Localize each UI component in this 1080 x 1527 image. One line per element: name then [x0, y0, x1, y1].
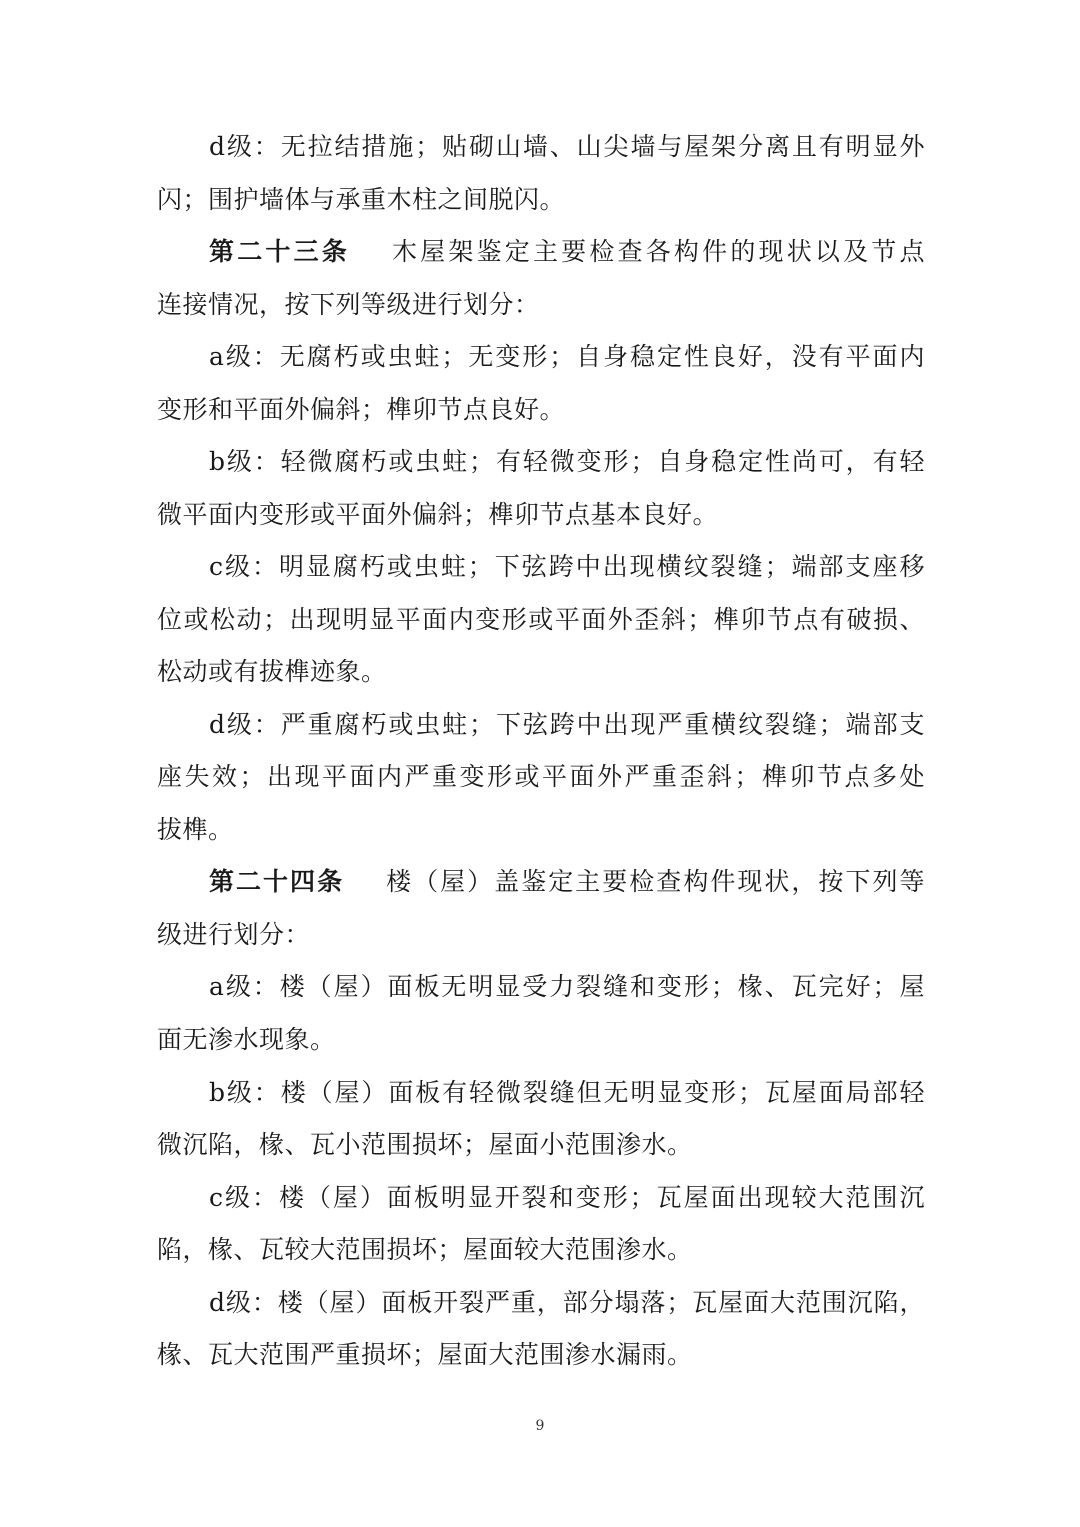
paragraph-line: 座失效；出现平面内严重变形或平面外严重歪斜；榫卯节点多处: [157, 762, 925, 791]
paragraph-text: 楼（屋）盖鉴定主要检查构件现状，按下列等: [386, 867, 925, 896]
article-24-first-line: [209, 867, 925, 897]
paragraph-line: d级：楼（屋）面板开裂严重，部分塌落；瓦屋面大范围沉陷，: [209, 1288, 925, 1317]
article-23-first-line: [209, 237, 925, 267]
article-24-heading: 第二十四条: [209, 867, 345, 896]
paragraph-line: 松动或有拔榫迹象。: [157, 657, 387, 686]
paragraph-line: a级：楼（屋）面板无明显受力裂缝和变形；椽、瓦完好；屋: [209, 972, 925, 1001]
paragraph-line: b级：楼（屋）面板有轻微裂缝但无明显变形；瓦屋面局部轻: [209, 1078, 925, 1107]
paragraph-line: 位或松动；出现明显平面内变形或平面外歪斜；榫卯节点有破损、: [157, 605, 925, 634]
paragraph-line: 闪；围护墙体与承重木柱之间脱闪。: [157, 185, 566, 214]
paragraph-text: 木屋架鉴定主要检查各构件的现状以及节点: [391, 237, 925, 266]
paragraph-line: 变形和平面外偏斜；榫卯节点良好。: [157, 395, 566, 424]
paragraph-line: d级：无拉结措施；贴砌山墙、山尖墙与屋架分离且有明显外: [209, 132, 925, 161]
paragraph-line: 面无渗水现象。: [157, 1025, 336, 1054]
page-number: 9: [535, 1418, 545, 1434]
paragraph-line: c级：明显腐朽或虫蛀；下弦跨中出现横纹裂缝；端部支座移: [209, 552, 925, 581]
paragraph-line: 陷，椽、瓦较大范围损坏；屋面较大范围渗水。: [157, 1235, 693, 1264]
paragraph-line: 微沉陷，椽、瓦小范围损坏；屋面小范围渗水。: [157, 1130, 693, 1159]
paragraph-line: 椽、瓦大范围严重损坏；屋面大范围渗水漏雨。: [157, 1340, 693, 1369]
paragraph-line: b级：轻微腐朽或虫蛀；有轻微变形；自身稳定性尚可，有轻: [209, 447, 925, 476]
paragraph-line: c级：楼（屋）面板明显开裂和变形；瓦屋面出现较大范围沉: [209, 1183, 925, 1212]
paragraph-line: a级：无腐朽或虫蛀；无变形；自身稳定性良好，没有平面内: [209, 342, 925, 371]
paragraph-line: 微平面内变形或平面外偏斜；榫卯节点基本良好。: [157, 500, 719, 529]
paragraph-line: 连接情况，按下列等级进行划分：: [157, 290, 540, 319]
article-23-heading: 第二十三条: [209, 237, 350, 266]
paragraph-line: 级进行划分：: [157, 920, 311, 949]
paragraph-line: d级：严重腐朽或虫蛀；下弦跨中出现严重横纹裂缝；端部支: [209, 710, 925, 739]
paragraph-line: 拔榫。: [157, 815, 234, 844]
